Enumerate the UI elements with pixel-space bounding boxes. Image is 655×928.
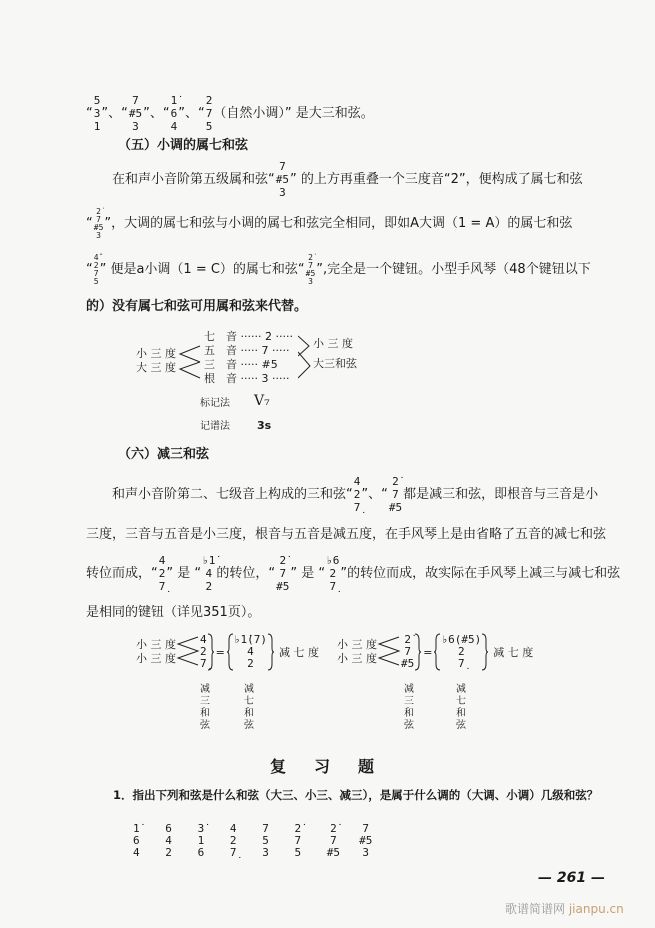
chord-note: 3 xyxy=(308,276,313,286)
chord-note: 4̂ xyxy=(93,252,99,262)
para5-line1 xyxy=(112,160,583,199)
interval-label: 小 三 度 xyxy=(136,652,176,665)
chord-stack xyxy=(276,554,290,593)
tone-name: 七 音 xyxy=(204,330,237,343)
chord-note: 3 xyxy=(96,230,101,240)
section-heading-6: （六）减三和弦 xyxy=(118,447,210,462)
chord-note: 1̇ xyxy=(170,94,178,107)
vertical-label: 减七和弦 xyxy=(456,684,466,731)
chord-stack xyxy=(93,206,104,240)
chord-note: 2̇ xyxy=(330,822,337,835)
mark-value: V₇ xyxy=(254,393,270,409)
chord-note: 6 xyxy=(197,846,205,859)
chord-stack xyxy=(262,823,269,859)
chord-note: 7 xyxy=(308,260,313,270)
chord-tone-row: 五 音 ····· 7 ····· xyxy=(204,344,290,357)
chord-note: #5 xyxy=(388,501,403,514)
text: ” 是 “ xyxy=(290,566,326,581)
chord-stack xyxy=(441,634,481,670)
equals: = xyxy=(423,645,433,659)
chord-note: 6 xyxy=(133,834,140,847)
equals: = xyxy=(215,645,225,659)
chord-note: 7 xyxy=(279,567,287,580)
tone-name: 根 音 xyxy=(204,372,237,385)
text: “ xyxy=(86,262,93,277)
tone-name: 五 音 xyxy=(204,344,237,357)
chord-stack xyxy=(158,554,166,593)
result-label: 减 七 度 xyxy=(493,646,534,659)
tone-note: 7 xyxy=(261,344,269,357)
chord-note: 4 xyxy=(165,834,172,847)
para6-line4: 是相同的键钮（详见351页）。 xyxy=(86,605,261,620)
chord-stack xyxy=(198,823,205,859)
interval-labels xyxy=(337,638,377,666)
text: 和声小音阶第二、七级音上构成的三和弦“ xyxy=(112,487,353,502)
chord-note: 7̣ xyxy=(158,580,166,593)
chord-tone-row: 三 音 ····· #5 xyxy=(204,358,278,371)
chord-note: 5 xyxy=(93,276,99,286)
chord-note: 1 xyxy=(197,834,205,847)
watermark-cn: 歌谱简谱网 xyxy=(505,902,566,916)
page-number: — 261 — xyxy=(538,870,605,886)
chord-stack xyxy=(401,634,414,670)
chord-stack xyxy=(133,823,140,859)
tone-note: #5 xyxy=(261,358,278,371)
right-brace xyxy=(267,632,275,672)
interval-label: 大 三 度 xyxy=(136,361,176,374)
chord-stack xyxy=(295,823,302,859)
chord-note: 6 xyxy=(165,822,172,835)
chord-note: 5 xyxy=(294,846,302,859)
chord-stack xyxy=(200,634,207,670)
chord-note: ♭1̇(7) xyxy=(233,633,267,646)
review-question-1: 1．指出下列和弦是什么和弦（大三、小三、减三），是属于什么调的（大调、小调）几级和弦？ xyxy=(113,788,599,802)
chord-note: 3 xyxy=(279,186,286,199)
chord-stack xyxy=(128,94,143,133)
text: 都是减三和弦，即根音与三音是小 xyxy=(403,487,599,502)
bracket-lines xyxy=(377,635,401,669)
text: （自然小调）” 是大三和弦。 xyxy=(213,106,374,121)
chord-note: 7 xyxy=(404,645,411,658)
chord-note: 3̇ xyxy=(197,822,205,835)
interval-label: 小 三 度 xyxy=(313,337,353,350)
text: ” 是 “ xyxy=(166,566,202,581)
separator: ”、“ xyxy=(178,106,205,121)
review-title: 复习题 xyxy=(270,757,403,776)
chord-note: #5 xyxy=(359,834,373,847)
chord-note: 1 xyxy=(93,120,101,133)
separator: ”、“ xyxy=(143,106,170,121)
chord-note: 2 xyxy=(205,94,213,107)
para5-line3 xyxy=(86,252,591,286)
diminished-diagram-1 xyxy=(136,632,319,672)
chord-note: #5 xyxy=(326,846,341,859)
chord-note: 7 xyxy=(330,834,337,847)
chord-note: 3 xyxy=(132,120,139,133)
chord-stack xyxy=(327,823,340,859)
chord-note: 4 xyxy=(229,822,237,835)
text: ”,完全是一个键钮。小型手风琴（48个键钮以下 xyxy=(316,262,591,277)
bracket-lines xyxy=(178,338,202,384)
mark-label: 标记法 xyxy=(200,398,230,409)
chord-stack xyxy=(230,823,237,859)
para5-line2 xyxy=(86,206,573,240)
section-heading-5: （五）小调的属七和弦 xyxy=(118,138,249,153)
chord-note: 7 xyxy=(362,822,370,835)
chord-note: 2̇ xyxy=(294,822,302,835)
chord-note: 4 xyxy=(170,120,178,133)
chord-stack xyxy=(275,160,289,199)
chord-stack xyxy=(305,252,316,286)
chord-note: 2 xyxy=(205,580,213,593)
interval-label: 小 三 度 xyxy=(337,638,377,651)
chord-note: 1̇ xyxy=(133,822,140,835)
text: ” 的上方再重叠一个三度音“2̇”，便构成了属七和弦 xyxy=(290,172,583,187)
chord-note: 7̣ xyxy=(329,580,337,593)
chord-note: 7̣ xyxy=(229,846,237,859)
chord-note: 3 xyxy=(93,107,101,120)
chord-note: 2 xyxy=(200,645,207,658)
chord-stack xyxy=(234,634,267,670)
interval-label: 小 三 度 xyxy=(337,652,377,665)
chord-note: 4 xyxy=(158,554,166,567)
chord-note: #5 xyxy=(276,580,290,593)
chord-note: ♭6 xyxy=(326,554,340,567)
chord-note: 5 xyxy=(262,834,269,847)
chord-note: 2 xyxy=(458,645,465,658)
chord-note: 7̣ xyxy=(353,501,361,514)
chord-note: 2 xyxy=(158,567,166,580)
chord-stack xyxy=(205,94,213,133)
left-brace xyxy=(433,632,441,672)
chord-note: #5 xyxy=(93,222,104,232)
chord-note: 4 xyxy=(247,645,254,658)
chord-note: #5 xyxy=(305,268,316,278)
right-brace xyxy=(481,632,489,672)
chord-note: 7 xyxy=(93,268,99,278)
text: 转位而成，“ xyxy=(86,566,158,581)
vertical-label: 减七和弦 xyxy=(244,684,254,731)
chord-stack xyxy=(165,823,172,859)
chord-note: 2 xyxy=(329,567,337,580)
chord-note: ♭6(#5) xyxy=(441,633,482,646)
chord-note: 6 xyxy=(170,107,178,120)
chord-stack xyxy=(326,554,340,593)
para5-line4: 的）没有属七和弦可用属和弦来代替。 xyxy=(86,299,308,314)
chord-stack xyxy=(388,475,403,514)
chord-note: 3 xyxy=(362,846,370,859)
text: 在和声小音阶第五级属和弦“ xyxy=(112,172,275,187)
left-brace xyxy=(226,632,234,672)
chord-note: 2 xyxy=(229,834,237,847)
right-bracket xyxy=(298,332,312,380)
right-brace xyxy=(207,632,215,672)
chord-note: 2 xyxy=(93,260,99,270)
watermark xyxy=(505,900,624,917)
vertical-label: 减三和弦 xyxy=(200,684,210,731)
chord-note: 2 xyxy=(247,657,254,670)
chord-note: 3 xyxy=(262,846,269,859)
diminished-diagram-2 xyxy=(337,632,533,672)
chord-stack xyxy=(93,252,99,286)
chord-note: 2̇ xyxy=(392,475,399,488)
chord-note: ♭1̇ xyxy=(202,554,216,567)
para6-line1 xyxy=(112,475,599,514)
chord-note: 4 xyxy=(133,846,140,859)
watermark-url: jianpu.cn xyxy=(568,902,624,916)
chord-note: 2 xyxy=(353,488,361,501)
chord-note: 4 xyxy=(200,633,207,646)
chord-note: #5 xyxy=(275,173,289,186)
line-major-triads xyxy=(86,94,374,133)
chord-note: 2̇ xyxy=(308,252,313,262)
chord-note: 7 xyxy=(279,160,286,173)
right-brace xyxy=(414,632,422,672)
text: ” 便是a小调（1 = C）的属七和弦“ xyxy=(99,262,305,277)
chord-note: 7̣ xyxy=(458,657,465,670)
separator: ”、“ xyxy=(101,106,128,121)
interval-label: 小 三 度 xyxy=(136,347,176,360)
quote: “ xyxy=(86,106,93,121)
chord-stack xyxy=(202,554,216,593)
result-label: 减 七 度 xyxy=(278,646,319,659)
chord-stack xyxy=(359,823,372,859)
para6-line2: 三度，三音与五音是小三度，根音与五音是减五度，在手风琴上是由省略了五音的减七和弦 xyxy=(86,527,607,542)
text: ”的转位而成，故实际在手风琴上减三与减七和弦 xyxy=(340,566,621,581)
chord-note: 4 xyxy=(353,475,361,488)
bracket-lines xyxy=(176,635,200,669)
chord-note: 2̇ xyxy=(404,633,411,646)
tone-note: 3 xyxy=(261,372,269,385)
chord-note: 2 xyxy=(165,846,172,859)
chord-note: 5 xyxy=(205,120,213,133)
chord-note: 7 xyxy=(262,822,269,835)
chord-note: 2̇ xyxy=(96,206,101,216)
interval-label: 小 三 度 xyxy=(136,638,176,651)
chord-note: 5 xyxy=(93,94,101,107)
chord-note: 7 xyxy=(96,214,101,224)
tone-name: 三 音 xyxy=(204,358,237,371)
chord-note: #5 xyxy=(401,657,415,670)
notation-value: 3s xyxy=(257,419,272,432)
para6-line3 xyxy=(86,554,621,593)
interval-labels xyxy=(136,638,176,666)
chord-note: 7 xyxy=(132,94,139,107)
text: ”、“ xyxy=(361,487,388,502)
interval-label: 大三和弦 xyxy=(313,357,357,370)
chord-stack xyxy=(353,475,361,514)
chord-note: 7 xyxy=(392,488,399,501)
chord-note: 7 xyxy=(205,107,213,120)
chord-note: 7̣ xyxy=(200,657,207,670)
text: ”，大调的属七和弦与小调的属七和弦完全相同，即如A大调（1 = A）的属七和弦 xyxy=(104,216,573,231)
tone-note: 2̇ xyxy=(264,330,272,343)
chord-tone-row: 七 音 ······ 2̇ ····· xyxy=(204,330,293,343)
notation-label: 记谱法 xyxy=(200,421,230,432)
chord-stack xyxy=(93,94,101,133)
chord-note: 2̇ xyxy=(279,554,287,567)
vertical-label: 减三和弦 xyxy=(404,684,414,731)
chord-note: 7 xyxy=(294,834,302,847)
text: “ xyxy=(86,216,93,231)
chord-note: 4 xyxy=(205,567,213,580)
chord-stack xyxy=(170,94,178,133)
chord-tone-row: 根 音 ····· 3 ····· xyxy=(204,372,290,385)
chord-note: #5 xyxy=(128,107,143,120)
text: 的转位，“ xyxy=(216,566,276,581)
